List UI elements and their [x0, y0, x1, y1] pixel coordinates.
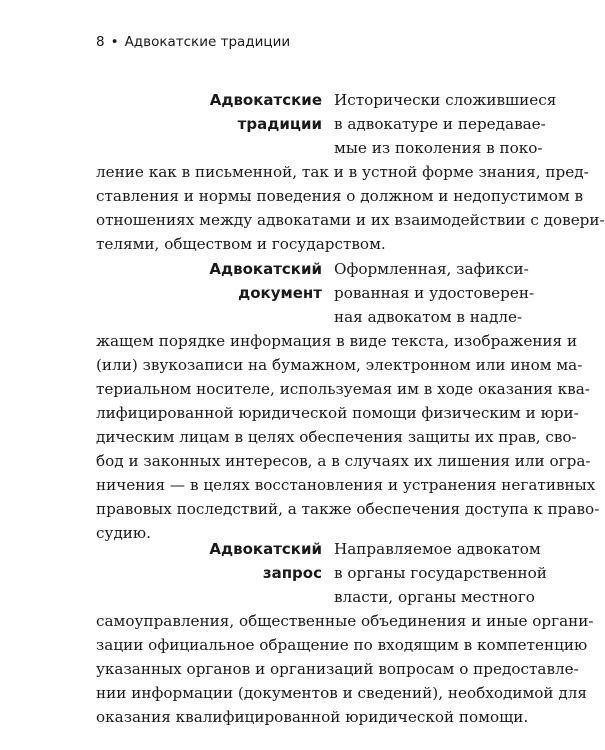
term-line: традиции [237, 115, 322, 133]
entry-term [96, 88, 322, 136]
definition-line: Направляемое адвокатом [334, 540, 541, 558]
definition-line: ставления и нормы поведения о должном и недопустимом в [96, 187, 584, 205]
definition-line: нии информации (документов и сведений), необходимой для [96, 684, 587, 702]
definition-line: в адвокатуре и передавае- [334, 115, 546, 133]
section-title: Адвокатские традиции [124, 34, 291, 50]
definition-line: в органы государственной [334, 564, 547, 582]
definition-line: телями, обществом и государством. [96, 235, 386, 253]
entry-term [96, 257, 322, 305]
definition-line: (или) звукозаписи на бумажном, электронном или ином ма- [96, 356, 583, 374]
definition-line: самоуправления, общественные объединения и иные органи- [96, 612, 594, 630]
term-line: Адвокатские [209, 91, 322, 109]
definition-line: власти, органы местного [334, 588, 535, 606]
definition-line: правовых последствий, а также обеспечения доступа к право- [96, 500, 600, 518]
definition-line: дическим лицам в целях обеспечения защиты их прав, сво- [96, 428, 577, 446]
term-line: документ [238, 284, 322, 302]
term-line: Адвокатский [209, 260, 322, 278]
page-number: 8 [96, 34, 105, 50]
definition-line: жащем порядке информация в виде текста, изображения и [96, 332, 578, 350]
entry-term [96, 537, 322, 585]
running-head [96, 34, 290, 50]
definition-line: отношениях между адвокатами и их взаимодействии с довери- [96, 211, 605, 229]
term-line: запрос [262, 564, 322, 582]
definition-line: ничения — в целях восстановления и устранения негативных [96, 476, 596, 494]
definition-line: териальном носителе, используемая им в ходе оказания ква- [96, 380, 590, 398]
definition-line: зации официальное обращение по входящим в компетенцию [96, 636, 588, 654]
term-line: Адвокатский [209, 540, 322, 558]
header-bullet: • [110, 34, 119, 50]
definition-line: Оформленная, зафикси- [334, 260, 529, 278]
definition-line: ная адвокатом в надле- [334, 308, 523, 326]
glossary-entry [96, 88, 605, 256]
definition-line: Исторически сложившиеся [334, 91, 557, 109]
definition-line: рованная и удостоверен- [334, 284, 535, 302]
definition-line: оказания квалифицированной юридической помощи. [96, 708, 529, 726]
glossary-entry [96, 537, 594, 729]
definition-line: мые из поколения в поко- [334, 139, 543, 157]
definition-line: указанных органов и организаций вопросам о предоставле- [96, 660, 579, 678]
definition-line: ление как в письменной, так и в устной форме знания, пред- [96, 163, 589, 181]
definition-line: бод и законных интересов, а в случаях их лишения или огра- [96, 452, 591, 470]
definition-line: судию. [96, 524, 151, 542]
glossary-entry [96, 257, 600, 545]
definition-line: лифицированной юридической помощи физическим и юри- [96, 404, 579, 422]
